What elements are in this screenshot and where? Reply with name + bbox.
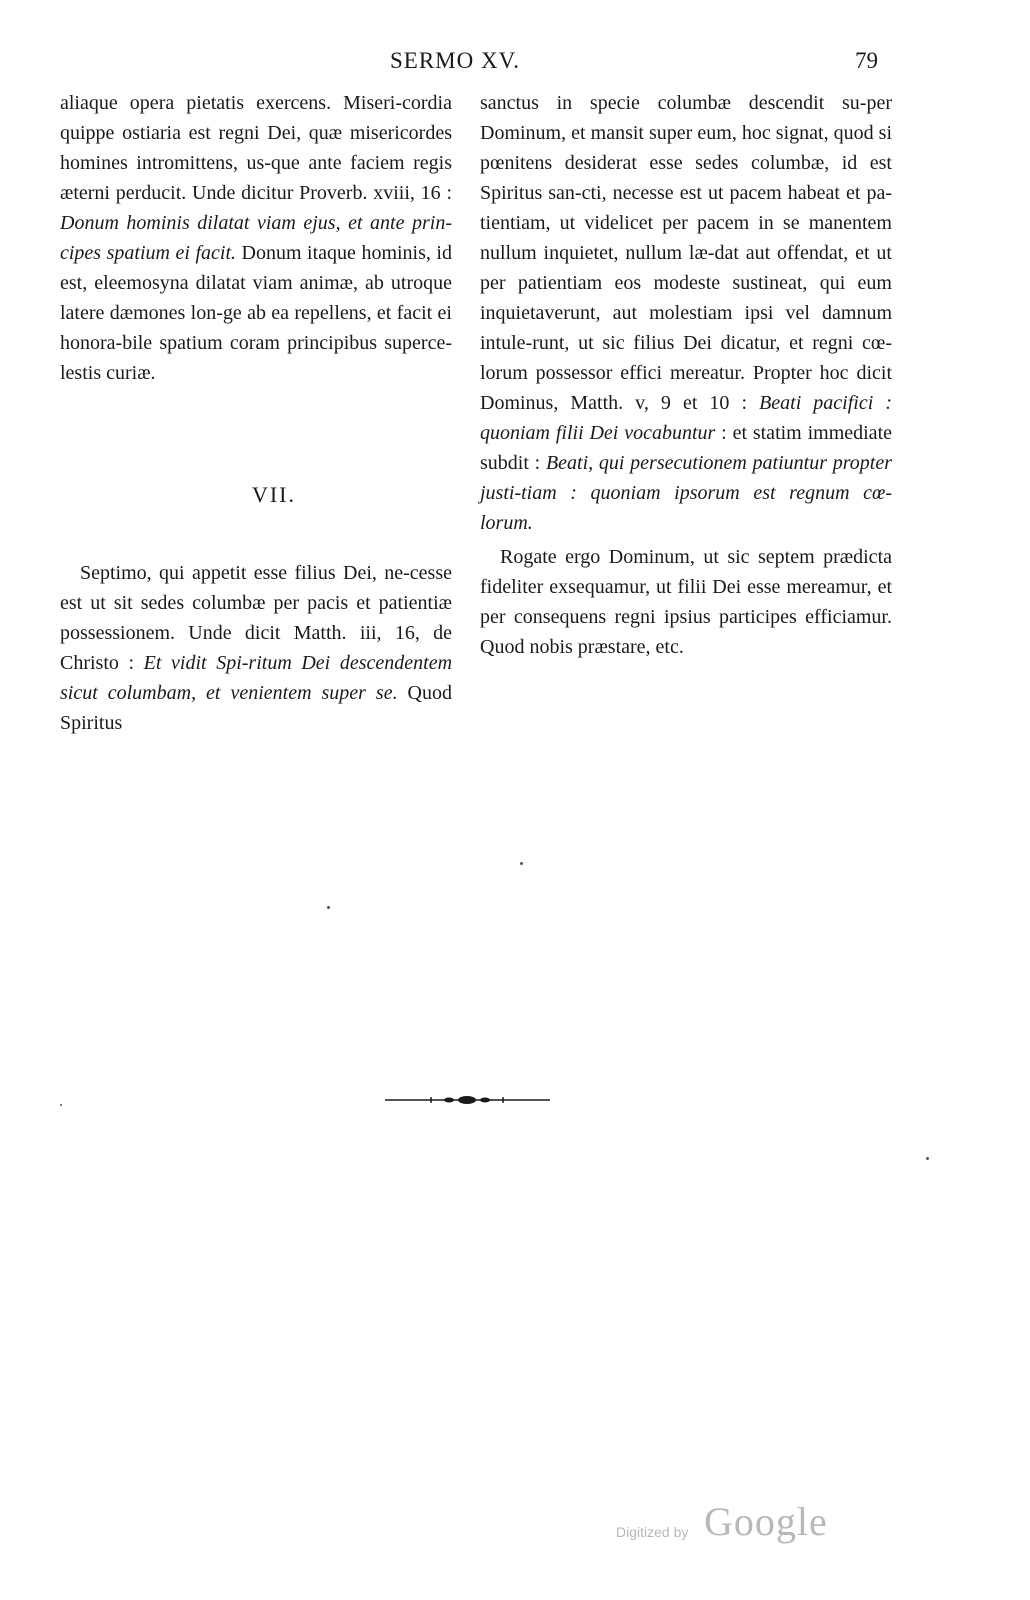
- left-paragraph-1: [60, 88, 452, 388]
- print-speck: [926, 1157, 929, 1160]
- watermark-brand: Google: [704, 1499, 828, 1544]
- right-paragraph-1: [480, 88, 892, 538]
- right-paragraph-2: Rogate ergo Dominum, ut sic septem prædicta fideliter exsequamur, ut filii Dei esse mereamur, et per consequens regni ipsius participes efficiamur. Quod nobis præstare, etc.: [480, 546, 892, 658]
- left-column: [60, 88, 452, 738]
- end-ornament-icon: [385, 1090, 550, 1110]
- right-p1-text-c: : et statim immediate subdit :: [480, 422, 892, 474]
- left-paragraph-2: [60, 558, 452, 738]
- left-p2-quote: Et vidit Spi-ritum Dei descendentem sicut columbam, et venientem super se.: [60, 652, 453, 704]
- watermark-prefix: Digitized by: [616, 1524, 689, 1540]
- left-p2-text-a: Septimo, qui appetit esse filius Dei, ne-cesse est ut sit sedes columbæ per pacis et patientiæ possessionem. Unde dicit Matth. iii, 16, de Christo :: [60, 562, 452, 674]
- google-watermark: [616, 1498, 846, 1558]
- print-speck: [520, 862, 523, 865]
- right-p1-quote-2: Beati, qui persecutionem patiuntur propter justi-tiam : quoniam ipsorum est regnum cœ-lorum.: [480, 452, 893, 534]
- left-p2-text-c: Quod Spiritus: [60, 682, 452, 734]
- print-speck: [327, 906, 330, 909]
- page-number: 79: [855, 48, 878, 73]
- left-p1-text-a: aliaque opera pietatis exercens. Miseri-cordia quippe ostiaria est regni Dei, quæ misericordes homines intromittens, us-que ante faciem regis æterni perducit. Unde dicitur Proverb. xviii, 16 :: [60, 92, 452, 204]
- right-p1-text-a: sanctus in specie columbæ descendit su-per Dominum, et mansit super eum, hoc signat, quod si pœnitens desiderat esse sedes columbæ, id est Spiritus san-cti, necesse est ut pacem habeat et pa-tientiam, ut videlicet per pacem in se manentem nullum inquietet, nullum læ-dat aut offendat, et ut per patientiam eos modeste sustineat, qui eum inquietaverunt, aut molestiam ipsi vel damnum intule-runt, ut sic filius Dei dicatur, et regni cœ-lorum possessor effici mereatur. Propter hoc dicit Dominus, Matth. v, 9 et 10 :: [480, 92, 892, 414]
- running-title: SERMO XV.: [390, 48, 520, 73]
- print-speck: [60, 1104, 62, 1106]
- left-p1-text-c: Donum itaque hominis, id est, eleemosyna dilatat viam animæ, ab utroque latere dæmones lon-ge ab ea repellens, et facit ei honora-bile spatium coram principibus superce-lestis curiæ.: [60, 242, 452, 384]
- left-p1-quote: Donum hominis dilatat viam ejus, et ante prin-cipes spatium ei facit.: [60, 212, 452, 264]
- running-head: [0, 40, 1030, 80]
- right-column: [480, 88, 892, 662]
- section-heading: VII.: [251, 482, 297, 507]
- right-p1-quote-1: Beati pacifici : quoniam filii Dei vocabuntur: [480, 392, 892, 444]
